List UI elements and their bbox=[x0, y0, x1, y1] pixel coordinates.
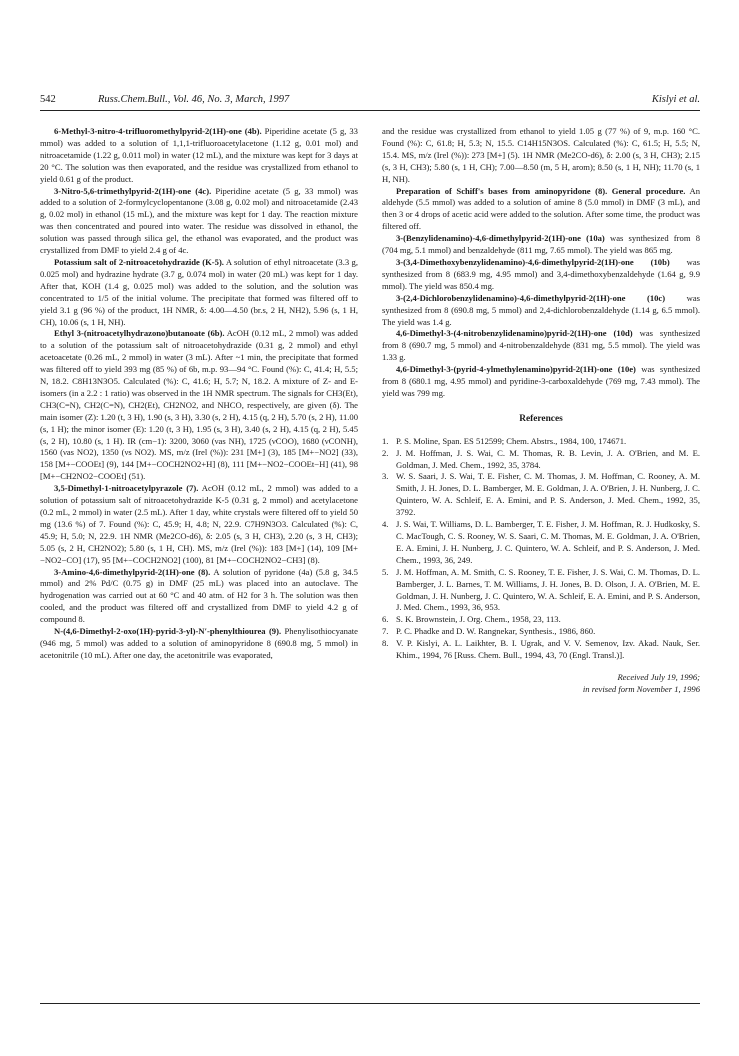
paragraph-heading: 3-Amino-4,6-dimethylpyrid-2(1H)-one (8). bbox=[54, 566, 211, 577]
paragraph-text: Piperidine acetate (5 g, 33 mmol) was added to a solution of 1,1,1-trifluoroacetylacetone (1.12 g, 0.01 mol) and nitroacetamide (1.22 g, 0.011 mol) in water (12 mL), and the mixture was kept for 3 days at 20 °C. The solution was then evaporated, and the residue was crystallized from ethanol to yield 0.61 g of the product. bbox=[40, 126, 358, 184]
page-number: 542 bbox=[40, 94, 56, 105]
paragraph-heading: Potassium salt of 2-nitroacetohydrazide (K-5). bbox=[54, 256, 224, 267]
reference-number: 7. bbox=[382, 626, 389, 637]
paragraph bbox=[40, 257, 358, 328]
paragraph-text: Phenylisothiocyanate (946 mg, 5 mmol) was added to a solution of aminopyridone 8 (690.8 mg, 5 mmol) in acetonitrile (10 mL). After one day, the acetonitrile was evaporated, bbox=[40, 626, 358, 660]
paragraph-text: was synthesized from 8 (680.1 mg, 4.95 mmol) and pyridine-3-carboxaldehyde (769 mg, 7.43 mmol). The yield was 799 mg. bbox=[382, 364, 700, 398]
right-column bbox=[382, 126, 700, 696]
paragraph bbox=[382, 257, 700, 293]
paragraph bbox=[40, 483, 358, 566]
reference-text: P. S. Moline, Span. ES 512599; Chem. Abstrs., 1984, 100, 174671. bbox=[396, 435, 627, 446]
paragraph-heading: 3-(2,4-Dichlorobenzylidenamino)-4,6-dimethylpyrid-2(1H)-one (10c) bbox=[396, 292, 666, 303]
paragraph-text: An aldehyde (5.5 mmol) was added to a solution of amine 8 (5.0 mmol) in DMF (3 mL), and then 3 or 4 drops of acetic acid were added to the solution. After some time, the product was filtered off. bbox=[382, 185, 700, 232]
right-column-paragraphs bbox=[382, 126, 700, 400]
paragraph-text: A solution of ethyl nitroacetate (3.3 g, 0.025 mol) and hydrazine hydrate (3.7 g, 0.074 mol) in water (20 mL) was kept for 1 day. After that, KOH (1.4 g, 0.025 mol) was added to the solution, and the solution was concentrated to 1/5 of the initial volume. The precipitate that formed was filtered off to yield 3.1 g (96 %) of the product, 1H NMR, δ: 4.00—4.50 (br.s, 2 H, NH2), 5.96 (s, 1 H, CH), 10.06 (s, 1 H, NH). bbox=[40, 256, 358, 327]
received-date: Received July 19, 1996; bbox=[617, 671, 700, 682]
paragraph-text: AcOH (0.12 mL, 2 mmol) was added to a solution of potassium salt of nitroacetohydrazide K-5 (0.31 g, 2 mmol) and acetylacetone (0.2 mL, 2 mmol) in water (2.5 mL). After 1 day, white crystals were filtered off to yield 50 mg (13.6 %) of 7. Found (%): C, 45.9; H, 4.8; N, 22.9. C7H9N3O3. Calculated (%): C, 45.9; H, 5.0; N, 22.9. 1H NMR (Me2CO-d6), δ: 2.05 (s, 3 H, CH3), 2.20 (s, 3 H, CH3); 5.05 (s, 2 H, CH2NO2); 5.80 (s, 1 H, CH). MS, m/z (Irel (%)): 183 [M+] (14), 109 [M+−NO2−CO] (17), 95 [M+−COCH2NO2] (100), 81 [M+−COCH2NO2−CH3] (8). bbox=[40, 483, 358, 565]
reference-number: 3. bbox=[382, 471, 389, 482]
paragraph-text: was synthesized from 8 (704 mg, 5.1 mmol) and benzaldehyde (811 mg, 7.65 mmol). The yield was 865 mg. bbox=[382, 233, 700, 256]
reference-number: 5. bbox=[382, 566, 389, 577]
paragraph bbox=[382, 233, 700, 257]
reference-item bbox=[382, 638, 700, 662]
reference-text: V. P. Kislyi, A. L. Laikhter, B. I. Ugrak, and V. V. Semenov, Izv. Akad. Nauk, Ser. Khim., 1994, 76 [Russ. Chem. Bull., 1994, 43, 70 (Engl. Transl.)]. bbox=[396, 638, 700, 661]
paragraph-heading: 4,6-Dimethyl-3-(4-nitrobenzylidenamino)pyrid-2(1H)-one (10d) bbox=[396, 328, 633, 339]
running-header bbox=[40, 92, 700, 108]
paragraph-heading: N-(4,6-Dimethyl-2-oxo(1H)-pyrid-3-yl)-N′-phenylthiourea (9). bbox=[54, 626, 282, 637]
paragraph-heading: 3,5-Dimethyl-1-nitroacetylpyrazole (7). bbox=[54, 483, 199, 494]
reference-text: J. M. Hoffman, J. S. Wai, C. M. Thomas, R. B. Levin, J. A. O'Brien, and M. E. Goldman, J. Med. Chem., 1992, 35, 3784. bbox=[396, 447, 700, 470]
reference-number: 2. bbox=[382, 447, 389, 458]
paragraph-heading: 3-(3,4-Dimethoxybenzylidenamino)-4,6-dimethylpyrid-2(1H)-one (10b) bbox=[396, 256, 670, 267]
reference-number: 8. bbox=[382, 638, 389, 649]
paragraph-text: was synthesized from 8 (690.8 mg, 5 mmol) and 2,4-dichlorobenzaldehyde (1.14 g, 6.5 mmol). The yield was 1.4 g. bbox=[382, 292, 700, 327]
paragraph-heading: 4,6-Dimethyl-3-(pyrid-4-ylmethylenamino)pyrid-2(1H)-one (10e) bbox=[396, 364, 636, 375]
paragraph bbox=[40, 328, 358, 483]
reference-item bbox=[382, 626, 700, 638]
reference-number: 6. bbox=[382, 614, 389, 625]
revised-date: in revised form November 1, 1996 bbox=[582, 683, 700, 694]
running-authors: Kislyi et al. bbox=[651, 94, 700, 105]
paragraph-heading: 6-Methyl-3-nitro-4-trifluoromethylpyrid-2(1H)-one (4b). bbox=[54, 126, 262, 136]
reference-number: 4. bbox=[382, 519, 389, 530]
reference-item bbox=[382, 436, 700, 448]
paragraph-text: A solution of pyridone (4a) (5.8 g, 34.5 mmol) and 2% Pd/C (0.75 g) in DMF (25 mL) was placed into an autoclave. The hydrogenation was carried out at 60 °C and 40 atm. of H2 for 3 h. The solution was then cooled, and the product was filtered off and crystallized from DMF to yield 4.2 g of compound 8. bbox=[40, 566, 358, 625]
header-rule bbox=[40, 110, 700, 111]
references-list bbox=[382, 436, 700, 662]
paragraph-text: AcOH (0.12 mL, 2 mmol) was added to a solution of the potassium salt of nitroacetohydrazide (0.31 g, 2 mmol) and ethyl acetoacetate (0.26 mL, 2 mmol) in water (3 mL). After ~1 min, the precipitate that formed was filtered off to yield 393 mg (85 %) of 6b, m.p. 93—94 °C. Found (%): C, 41.4; H, 5.5; N, 18.2. C8H13N3O5. Calculated (%): C, 41.6; H, 5.7; N, 18.2. A mixture of Z- and E-isomers (in a 2.2 : 1 ratio) was observed in the 1H NMR spectrum. The signals for CH3(Et), CH3(C=N), CH2(C=N), CH2(Et), CH2NO2, and NHCO, respectively, are given (δ). The main isomer (Z): 1.20 (t, 3 H), 1.90 (s, 3 H), 3.30 (s, 2 H), 4.15 (q, 2 H), 5.70 (s, 2 H), 11.00 (s, 1 H); the minor isomer (E): 1.20 (t, 3 H), 1.95 (s, 3 H), 3.40 (s, 2 H), 4.15 (q, 2 H), 5.45 (s, 2 H), 10.80 (s, 1 H). IR (cm−1): 3200, 3060 (νas NH), 1725 (νCOO), 1680 (νCONH), 1560 (νas NO2), 1350 (νs NO2). MS, m/z (Irel (%)): 231 [M+] (3), 185 [M+−NO2] (33), 158 [M+−COOEt] (9), 144 [M+−COCH2NO2+H] (8), 111 [M+−NO2−COOEt−H] (41), 98 [M+−CH2NO2−COOEt] (51). bbox=[40, 328, 358, 482]
paragraph bbox=[40, 626, 358, 662]
reference-text: W. S. Saari, J. S. Wai, T. E. Fisher, C. M. Thomas, J. M. Hoffman, C. Rooney, A. M. Smith, J. H. Jones, D. L. Bamberger, M. E. Goldman, J. A. O'Brien, J. H. Nunberg, J. C. Quintero, W. A. Schleif, E. A. Emini, and P. S. Anderson, J. Med. Chem., 1992, 35, 3792. bbox=[396, 471, 700, 518]
paragraph bbox=[382, 328, 700, 364]
reference-text: J. M. Hoffman, A. M. Smith, C. S. Rooney, T. E. Fisher, J. S. Wai, C. M. Thomas, D. L. Bamberger, J. L. Barnes, T. M. Williams, J. H. Jones, B. D. Olson, J. A. O'Brien, M. E. Goldman, J. H. Nunberg, J. C. Quintero, W. A. Schleif, E. A. Emini, and P. S. Anderson, J. Med. Chem., 1993, 36, 953. bbox=[396, 566, 700, 613]
paragraph bbox=[382, 364, 700, 400]
reference-text: J. S. Wai, T. Williams, D. L. Bamberger, T. E. Fisher, J. M. Hoffman, R. J. Hudkosky, S. C. MacTough, C. S. Rooney, W. S. Saari, C. M. Thomas, M. E. Goldman, J. A. O'Brien, E. A. Emini, J. H. Nunberg, J. C. Quintero, W. A. Schleif, and P. S. Anderson, J. Med. Chem., 1993, 36, 249. bbox=[396, 519, 700, 565]
journal-citation: Russ.Chem.Bull., Vol. 46, No. 3, March, 1997 bbox=[98, 94, 290, 105]
reference-item bbox=[382, 448, 700, 472]
paragraph bbox=[40, 126, 358, 186]
paragraph bbox=[40, 186, 358, 257]
reference-item bbox=[382, 567, 700, 615]
reference-number: 1. bbox=[382, 435, 389, 446]
left-column bbox=[40, 126, 358, 662]
paragraph-heading: Preparation of Schiff's bases from aminopyridone (8). General procedure. bbox=[396, 185, 686, 196]
reference-item bbox=[382, 614, 700, 626]
reference-text: S. K. Brownstein, J. Org. Chem., 1958, 23, 113. bbox=[396, 614, 561, 625]
paragraph bbox=[382, 126, 700, 186]
paragraph bbox=[382, 293, 700, 329]
references-heading: References bbox=[519, 413, 563, 424]
footer-rule bbox=[40, 1003, 700, 1004]
paragraph-heading: 3-Nitro-5,6-trimethylpyrid-2(1H)-one (4c). bbox=[54, 185, 212, 196]
paragraph-text: was synthesized from 8 (690.7 mg, 5 mmol) and 4-nitrobenzaldehyde (831 mg, 5.5 mmol). The yield was 1.33 g. bbox=[382, 328, 701, 363]
paragraph bbox=[40, 567, 358, 627]
paragraph-text: was synthesized from 8 (683.9 mg, 4.95 mmol) and 3,4-dimethoxybenzaldehyde (1.64 g, 9.9 mmol). The yield was 850.4 mg. bbox=[382, 256, 700, 291]
paragraph-text: Piperidine acetate (5 g, 33 mmol) was added to a solution of 2-formylcyclopentanone (3.08 g, 0.02 mol) and nitroacetamide (2.43 g, 0.02 mol) in ethanol (15 mL), and the mixture was kept for 1 day. The reaction mixture was then concentrated and poured into water. The residue was dissolved in ethanol, the solution was passed through silica gel, the ethanol was evaporated, and the product was crystallized from DMF to yield 2.4 g of 4c. bbox=[40, 185, 358, 256]
reference-item bbox=[382, 471, 700, 519]
reference-text: P. C. Phadke and D. W. Rangnekar, Synthesis., 1986, 860. bbox=[396, 626, 596, 637]
reference-item bbox=[382, 519, 700, 567]
paragraph bbox=[382, 186, 700, 234]
paragraph-heading: Ethyl 3-(nitroacetylhydrazono)butanoate (6b). bbox=[54, 328, 225, 339]
paragraph-heading: 3-(Benzylidenamino)-4,6-dimethylpyrid-2(1H)-one (10a) bbox=[396, 233, 605, 244]
paragraph-text: and the residue was crystallized from ethanol to yield 1.05 g (77 %) of 9, m.p. 160 °C. Found (%): C, 61.8; H, 5.3; N, 15.5. C14H15N3OS. Calculated (%): C, 61.5; H, 5.5; N, 15.4. MS, m/z (Irel (%)): 273 [M+] (5). 1H NMR (Me2CO-d6), δ: 2.00 (s, 3 H, CH3); 2.15 (s, 3 H, CH3); 5.80 (s, 1 H, CH); 7.00—8.50 (m, 5 H, arom); 8.50 (s, 1 H, NH); 11.70 (s, 1 H, NH). bbox=[382, 126, 700, 184]
